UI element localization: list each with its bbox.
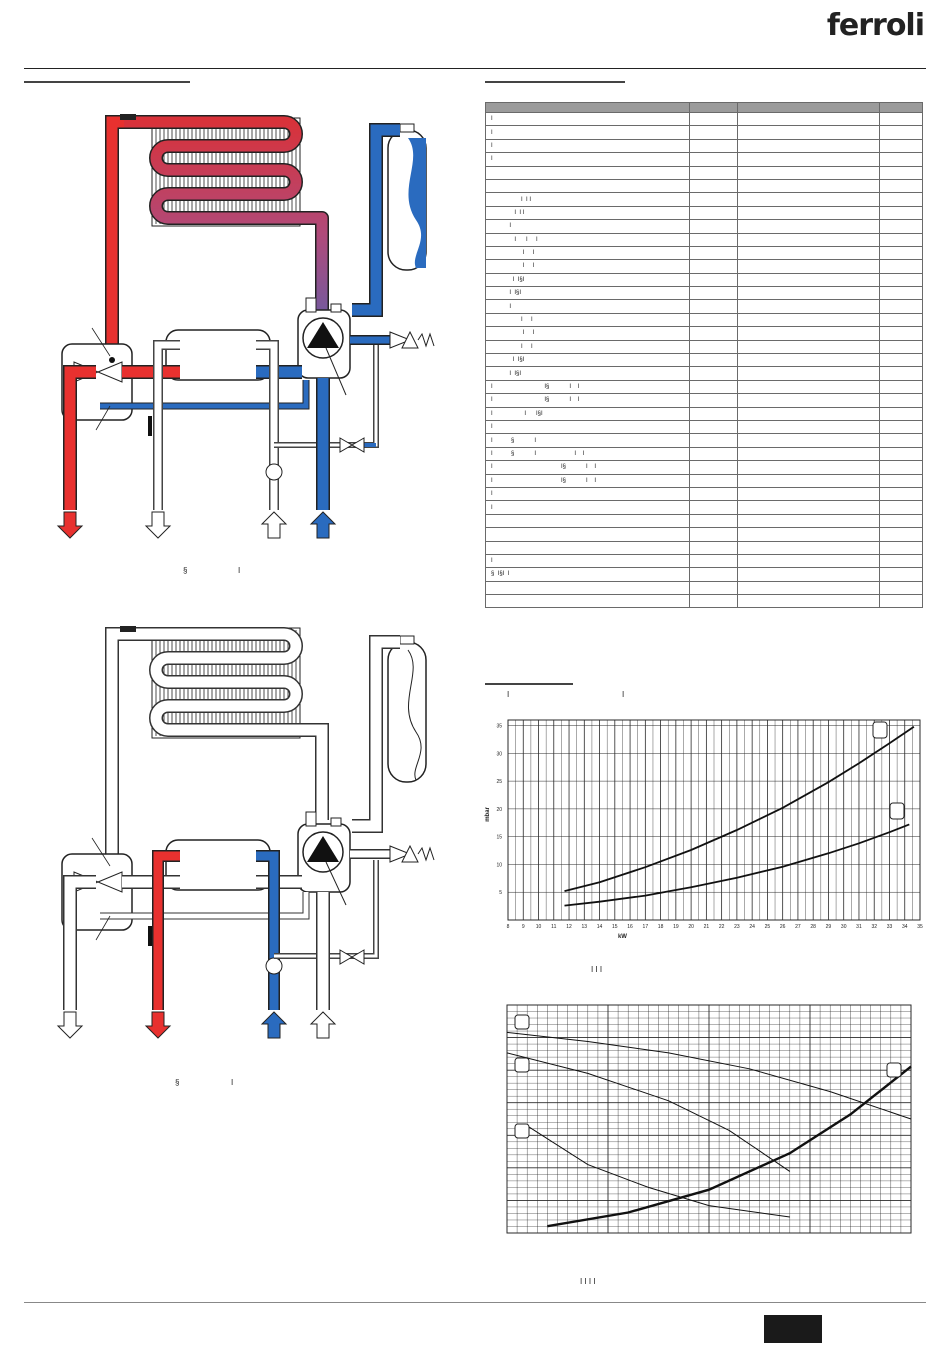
x-axis-label: kW bbox=[617, 934, 627, 940]
table-cell bbox=[690, 528, 738, 541]
table-row bbox=[486, 287, 923, 300]
x-tick-label: 29 bbox=[825, 924, 832, 930]
table-cell bbox=[880, 380, 923, 393]
table-cell bbox=[690, 501, 738, 514]
table-row bbox=[486, 153, 923, 166]
table-cell bbox=[738, 501, 880, 514]
table-cell: I bbox=[486, 554, 690, 567]
x-tick-label: 21 bbox=[703, 924, 710, 930]
x-tick-label: 14 bbox=[596, 924, 603, 930]
inlet-arrow-cold bbox=[262, 512, 286, 538]
table-cell: I I bbox=[486, 313, 690, 326]
table-row bbox=[486, 193, 923, 206]
outlet-arrow-heating bbox=[58, 512, 82, 538]
table-cell bbox=[738, 394, 880, 407]
table-cell bbox=[690, 113, 738, 126]
table-row bbox=[486, 595, 923, 608]
table-cell bbox=[690, 595, 738, 608]
table-cell bbox=[738, 447, 880, 460]
table-cell: I I§ I I bbox=[486, 380, 690, 393]
table-cell bbox=[486, 166, 690, 179]
table-cell: I bbox=[486, 126, 690, 139]
table-cell: I I I bbox=[486, 233, 690, 246]
table-row bbox=[486, 206, 923, 219]
table-cell bbox=[880, 501, 923, 514]
x-tick-label: 16 bbox=[627, 924, 633, 930]
table-row bbox=[486, 126, 923, 139]
table-row bbox=[486, 273, 923, 286]
table-cell bbox=[690, 340, 738, 353]
table-cell bbox=[880, 220, 923, 233]
table-cell bbox=[690, 313, 738, 326]
table-cell bbox=[486, 541, 690, 554]
table-cell bbox=[690, 354, 738, 367]
table-cell bbox=[738, 246, 880, 259]
table-header-row bbox=[486, 103, 923, 113]
chart-section-rule bbox=[485, 683, 573, 685]
table-cell bbox=[738, 113, 880, 126]
table-row bbox=[486, 260, 923, 273]
x-tick-label: 15 bbox=[612, 924, 618, 930]
table-row bbox=[486, 461, 923, 474]
table-cell bbox=[690, 126, 738, 139]
safety-valve bbox=[350, 332, 434, 348]
x-tick-label: 26 bbox=[779, 924, 786, 930]
table-cell bbox=[690, 166, 738, 179]
table-cell bbox=[738, 487, 880, 500]
x-tick-label: 13 bbox=[581, 924, 588, 930]
x-tick-label: 10 bbox=[535, 924, 542, 930]
table-row bbox=[486, 474, 923, 487]
table-cell bbox=[690, 367, 738, 380]
table-cell bbox=[880, 313, 923, 326]
diagram-bottom-caption-b: I bbox=[231, 1078, 234, 1087]
x-tick-label: 22 bbox=[718, 924, 725, 930]
y-axis-label: mbar bbox=[485, 807, 491, 822]
table-cell bbox=[880, 166, 923, 179]
table-cell bbox=[738, 528, 880, 541]
table-cell bbox=[738, 514, 880, 527]
table-cell bbox=[690, 327, 738, 340]
table-cell: I I bbox=[486, 260, 690, 273]
table-cell: I I bbox=[486, 327, 690, 340]
chart2-caption: I I I I bbox=[580, 1277, 596, 1286]
table-cell bbox=[880, 541, 923, 554]
table-cell bbox=[738, 193, 880, 206]
y-tick-label: 30 bbox=[496, 751, 502, 758]
table-row bbox=[486, 394, 923, 407]
table-cell bbox=[880, 260, 923, 273]
x-tick-label: 11 bbox=[551, 924, 557, 930]
table-cell bbox=[690, 179, 738, 192]
table-cell bbox=[690, 380, 738, 393]
plate-exchanger bbox=[166, 330, 270, 380]
table-cell: I § I bbox=[486, 434, 690, 447]
x-tick-label: 24 bbox=[749, 924, 755, 930]
table-cell bbox=[690, 300, 738, 313]
table-cell bbox=[486, 179, 690, 192]
x-tick-label: 25 bbox=[764, 924, 771, 930]
legend-marker bbox=[873, 722, 887, 738]
y-tick-label: 20 bbox=[496, 806, 502, 813]
chart1-caption: I I I bbox=[591, 965, 603, 974]
table-cell bbox=[880, 287, 923, 300]
table-cell: I bbox=[486, 501, 690, 514]
table-cell: I I I bbox=[486, 206, 690, 219]
x-tick-label: 31 bbox=[856, 924, 862, 930]
diagram-top-caption-a: § bbox=[183, 566, 188, 575]
table-cell bbox=[880, 474, 923, 487]
footer-rule bbox=[24, 1302, 926, 1303]
expansion-vessel bbox=[388, 124, 426, 270]
table-cell bbox=[738, 300, 880, 313]
table-row bbox=[486, 514, 923, 527]
table-cell bbox=[880, 434, 923, 447]
table-cell bbox=[690, 407, 738, 420]
table-cell bbox=[880, 153, 923, 166]
table-cell: I bbox=[486, 220, 690, 233]
table-cell bbox=[880, 595, 923, 608]
table-row bbox=[486, 179, 923, 192]
table-cell bbox=[738, 434, 880, 447]
table-cell: I I§ I I bbox=[486, 461, 690, 474]
outlet-arrow-dhw bbox=[146, 512, 170, 538]
table-cell bbox=[738, 126, 880, 139]
diagram-top-caption-b: I bbox=[238, 566, 241, 575]
x-tick-label: 17 bbox=[642, 924, 649, 930]
table-cell bbox=[880, 273, 923, 286]
legend-marker bbox=[887, 1063, 901, 1077]
table-cell bbox=[880, 327, 923, 340]
table-cell bbox=[486, 528, 690, 541]
table-row bbox=[486, 501, 923, 514]
hydraulic-diagram-heating bbox=[40, 100, 460, 550]
table-row bbox=[486, 568, 923, 581]
table-cell bbox=[690, 193, 738, 206]
table-cell bbox=[738, 166, 880, 179]
table-row bbox=[486, 420, 923, 433]
table-cell bbox=[738, 554, 880, 567]
table-cell bbox=[690, 541, 738, 554]
table-row bbox=[486, 554, 923, 567]
table-row bbox=[486, 581, 923, 594]
table-row bbox=[486, 340, 923, 353]
table-cell bbox=[738, 327, 880, 340]
technical-data-table bbox=[485, 102, 923, 608]
x-tick-label: 9 bbox=[521, 924, 525, 930]
table-cell bbox=[880, 528, 923, 541]
table-cell bbox=[738, 595, 880, 608]
table-row bbox=[486, 434, 923, 447]
table-cell bbox=[486, 595, 690, 608]
table-cell bbox=[880, 367, 923, 380]
x-tick-label: 23 bbox=[734, 924, 740, 930]
table-cell bbox=[738, 139, 880, 152]
table-row bbox=[486, 541, 923, 554]
table-row bbox=[486, 166, 923, 179]
pressure-power-chart bbox=[480, 712, 930, 947]
inlet-arrow-return bbox=[311, 512, 335, 538]
table-cell bbox=[880, 206, 923, 219]
x-tick-label: 27 bbox=[795, 924, 801, 930]
table-row bbox=[486, 327, 923, 340]
table-cell: § I§I I bbox=[486, 568, 690, 581]
table-cell: I I I§I bbox=[486, 407, 690, 420]
table-row bbox=[486, 220, 923, 233]
table-cell: I I I bbox=[486, 193, 690, 206]
table-row bbox=[486, 354, 923, 367]
table-row bbox=[486, 233, 923, 246]
table-cell: I I bbox=[486, 340, 690, 353]
section-heading-rule-right bbox=[485, 81, 625, 83]
chart1-title-b: I bbox=[622, 690, 625, 699]
table-cell bbox=[738, 380, 880, 393]
table-cell bbox=[738, 233, 880, 246]
table-cell: I bbox=[486, 139, 690, 152]
table-row bbox=[486, 487, 923, 500]
table-row bbox=[486, 528, 923, 541]
table-cell bbox=[690, 581, 738, 594]
legend-marker bbox=[515, 1058, 529, 1072]
table-cell bbox=[880, 554, 923, 567]
table-cell bbox=[690, 260, 738, 273]
table-cell bbox=[880, 420, 923, 433]
table-cell bbox=[690, 394, 738, 407]
table-cell bbox=[738, 367, 880, 380]
table-cell bbox=[880, 139, 923, 152]
table-cell bbox=[690, 474, 738, 487]
table-cell bbox=[880, 514, 923, 527]
table-cell bbox=[738, 407, 880, 420]
table-cell: I I§ I I bbox=[486, 474, 690, 487]
table-cell: I bbox=[486, 300, 690, 313]
table-cell: I I bbox=[486, 246, 690, 259]
chart1-title-a: I bbox=[507, 690, 510, 699]
table-cell: I I§I bbox=[486, 273, 690, 286]
table-row bbox=[486, 447, 923, 460]
table-cell: I bbox=[486, 487, 690, 500]
table-cell bbox=[690, 246, 738, 259]
table-cell bbox=[880, 300, 923, 313]
x-tick-label: 12 bbox=[566, 924, 572, 930]
table-cell bbox=[880, 354, 923, 367]
header-rule bbox=[24, 68, 926, 69]
table-cell bbox=[738, 568, 880, 581]
table-cell bbox=[738, 220, 880, 233]
table-cell bbox=[738, 581, 880, 594]
table-cell bbox=[690, 139, 738, 152]
x-tick-label: 20 bbox=[688, 924, 694, 930]
pump-head-chart bbox=[505, 1003, 915, 1238]
x-tick-label: 28 bbox=[810, 924, 816, 930]
x-tick-label: 34 bbox=[901, 924, 908, 930]
table-cell bbox=[880, 461, 923, 474]
table-cell bbox=[738, 179, 880, 192]
table-cell bbox=[880, 179, 923, 192]
table-row bbox=[486, 313, 923, 326]
table-cell: I I§I bbox=[486, 354, 690, 367]
table-cell bbox=[690, 420, 738, 433]
table-cell: I bbox=[486, 113, 690, 126]
table-row bbox=[486, 113, 923, 126]
table-row bbox=[486, 246, 923, 259]
x-tick-label: 8 bbox=[506, 924, 510, 930]
table-cell bbox=[690, 514, 738, 527]
table-cell bbox=[880, 193, 923, 206]
table-cell bbox=[738, 153, 880, 166]
x-tick-label: 35 bbox=[917, 924, 923, 930]
x-tick-label: 33 bbox=[886, 924, 893, 930]
table-cell bbox=[880, 581, 923, 594]
table-cell bbox=[690, 153, 738, 166]
y-tick-label: 5 bbox=[499, 890, 502, 897]
section-heading-rule-left bbox=[24, 81, 190, 83]
table-row bbox=[486, 367, 923, 380]
table-cell: I bbox=[486, 420, 690, 433]
table-cell bbox=[880, 340, 923, 353]
table-cell bbox=[880, 568, 923, 581]
table-cell: I bbox=[486, 153, 690, 166]
hydraulic-diagram-dhw bbox=[40, 620, 460, 1060]
table-cell bbox=[690, 487, 738, 500]
table-row bbox=[486, 300, 923, 313]
table-cell bbox=[690, 287, 738, 300]
x-tick-label: 32 bbox=[871, 924, 878, 930]
legend-marker bbox=[515, 1124, 529, 1138]
legend-marker bbox=[515, 1015, 529, 1029]
y-tick-label: 35 bbox=[496, 723, 502, 730]
table-cell bbox=[880, 126, 923, 139]
table-cell bbox=[690, 434, 738, 447]
table-cell bbox=[880, 113, 923, 126]
legend-marker bbox=[890, 803, 904, 819]
table-cell bbox=[738, 420, 880, 433]
table-cell bbox=[880, 246, 923, 259]
table-cell bbox=[880, 394, 923, 407]
table-cell bbox=[880, 233, 923, 246]
table-cell bbox=[486, 581, 690, 594]
table-cell bbox=[690, 554, 738, 567]
x-tick-label: 18 bbox=[657, 924, 664, 930]
table-cell bbox=[738, 206, 880, 219]
table-cell bbox=[690, 461, 738, 474]
table-cell bbox=[738, 354, 880, 367]
table-cell bbox=[880, 407, 923, 420]
x-tick-label: 30 bbox=[840, 924, 847, 930]
diagram-bottom-caption-a: § bbox=[175, 1078, 180, 1087]
table-cell bbox=[738, 313, 880, 326]
table-cell bbox=[880, 487, 923, 500]
table-cell: I I§I bbox=[486, 287, 690, 300]
table-cell bbox=[690, 568, 738, 581]
y-tick-label: 15 bbox=[496, 834, 502, 841]
table-cell: I I§I bbox=[486, 367, 690, 380]
table-cell bbox=[738, 541, 880, 554]
y-tick-label: 10 bbox=[496, 862, 502, 869]
table-cell bbox=[738, 474, 880, 487]
table-row bbox=[486, 407, 923, 420]
table-row bbox=[486, 380, 923, 393]
table-cell bbox=[690, 273, 738, 286]
table-cell bbox=[738, 340, 880, 353]
table-cell bbox=[738, 461, 880, 474]
table-cell: I § I I I bbox=[486, 447, 690, 460]
table-cell bbox=[690, 447, 738, 460]
x-tick-label: 19 bbox=[673, 924, 679, 930]
table-cell: I I§ I I bbox=[486, 394, 690, 407]
table-cell bbox=[738, 260, 880, 273]
table-cell bbox=[690, 233, 738, 246]
page-number-box bbox=[764, 1315, 822, 1343]
table-cell bbox=[486, 514, 690, 527]
table-cell bbox=[738, 287, 880, 300]
table-cell bbox=[880, 447, 923, 460]
table-row bbox=[486, 139, 923, 152]
brand-logo: ferroli bbox=[826, 8, 924, 43]
table-cell bbox=[690, 206, 738, 219]
table-cell bbox=[690, 220, 738, 233]
y-tick-label: 25 bbox=[496, 779, 502, 786]
table-cell bbox=[738, 273, 880, 286]
